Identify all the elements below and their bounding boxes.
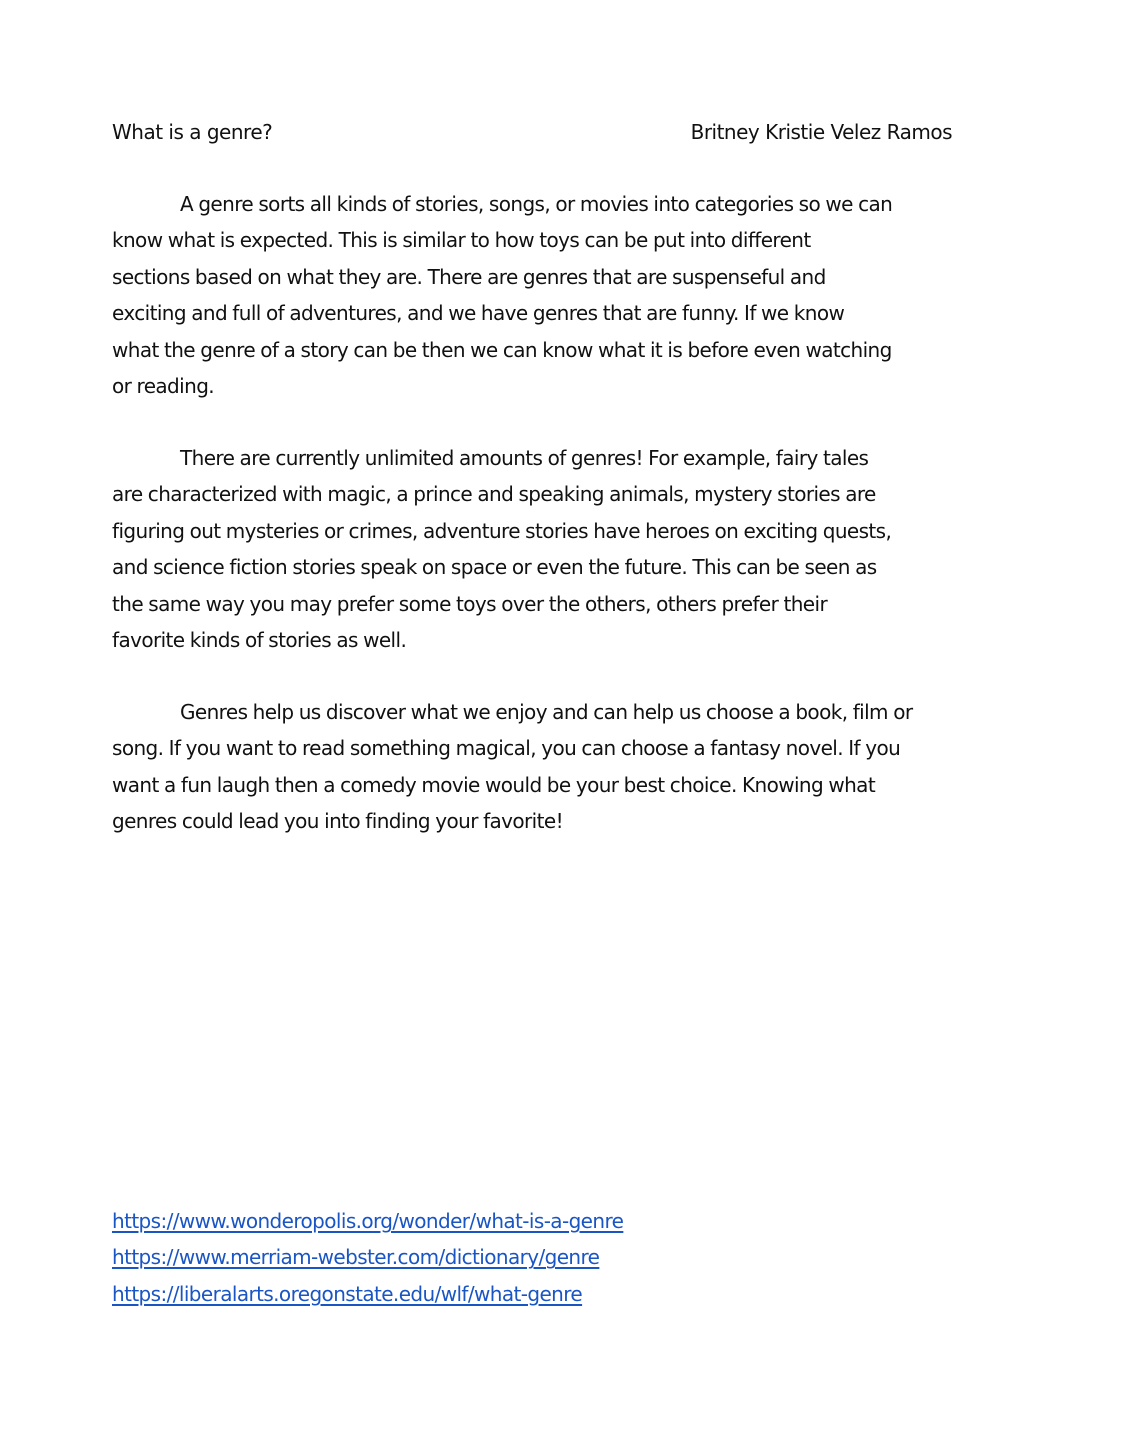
- paragraph-line: Genres help us discover what we enjoy and can help us choose a book, film or: [180, 700, 913, 724]
- paragraph-2: [112, 440, 1002, 658]
- paragraph-line: know what is expected. This is similar to how toys can be put into different: [112, 228, 811, 253]
- paragraph-line: and science fiction stories speak on space or even the future. This can be seen as: [112, 555, 877, 580]
- reference-link-merriam-webster[interactable]: https://www.merriam-webster.com/dictionary/genre: [112, 1245, 600, 1270]
- paragraph-line: what the genre of a story can be then we can know what it is before even watching: [112, 337, 892, 362]
- references-list: [112, 1203, 623, 1312]
- document-title: What is a genre?: [112, 120, 273, 144]
- paragraph-3: [112, 694, 1002, 840]
- paragraph-line: are characterized with magic, a prince and speaking animals, mystery stories are: [112, 482, 876, 507]
- paragraph-line: sections based on what they are. There are genres that are suspenseful and: [112, 264, 826, 289]
- paragraph-line: the same way you may prefer some toys over the others, others prefer their: [112, 591, 828, 616]
- paragraph-line: song. If you want to read something magical, you can choose a fantasy novel. If you: [112, 736, 901, 761]
- reference-link-wonderopolis[interactable]: https://www.wonderopolis.org/wonder/what-is-a-genre: [112, 1209, 624, 1233]
- paragraph-line: exciting and full of adventures, and we have genres that are funny. If we know: [112, 301, 845, 326]
- paragraph-line: figuring out mysteries or crimes, adventure stories have heroes on exciting quests,: [112, 518, 892, 543]
- paragraph-line: favorite kinds of stories as well.: [112, 628, 407, 653]
- paragraph-line: There are currently unlimited amounts of genres! For example, fairy tales: [180, 446, 869, 470]
- reference-link-oregonstate[interactable]: https://liberalarts.oregonstate.edu/wlf/what-genre: [112, 1281, 583, 1306]
- document-author: Britney Kristie Velez Ramos: [690, 120, 952, 144]
- document-header: [112, 116, 952, 148]
- paragraph-line: or reading.: [112, 374, 215, 399]
- paragraph-line: genres could lead you into finding your favorite!: [112, 809, 563, 834]
- paragraph-line: A genre sorts all kinds of stories, songs, or movies into categories so we can: [180, 192, 893, 216]
- paragraph-line: want a fun laugh then a comedy movie would be your best choice. Knowing what: [112, 772, 876, 797]
- paragraph-1: [112, 186, 1002, 404]
